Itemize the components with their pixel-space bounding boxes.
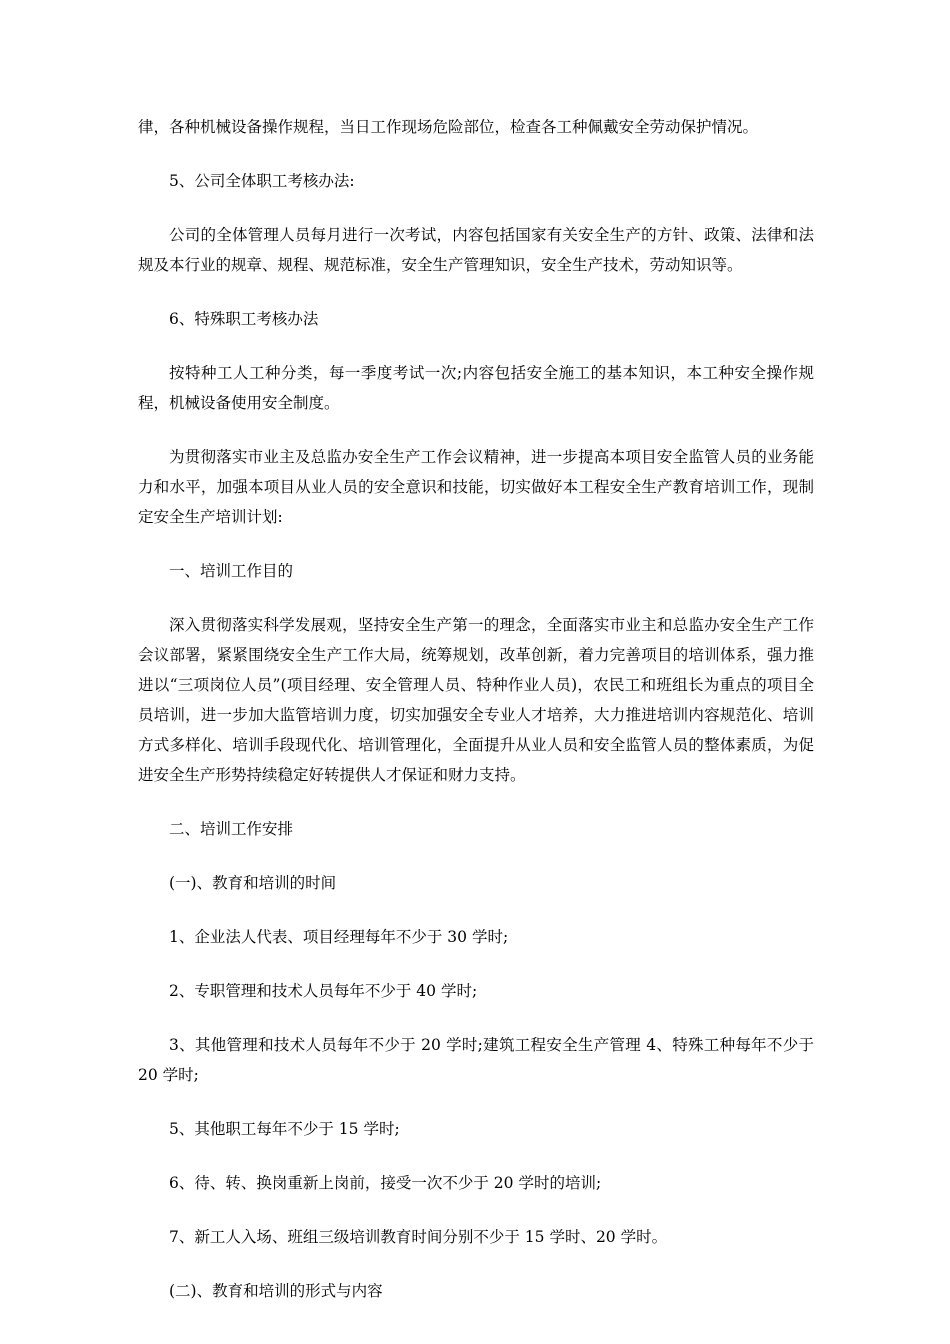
- heading-training-purpose: 一、培训工作目的: [169, 562, 294, 580]
- heading-special-staff-assessment: 6、特殊职工考核办法: [169, 310, 319, 328]
- paragraph-management-exam: 公司的全体管理人员每月进行一次考试，内容包括国家有关安全生产的方针、政策、法律和法规及本行业的规章、规程、规范标准，安全生产管理知识，安全生产技术，劳动知识等。: [138, 226, 814, 274]
- paragraph-continuation: 律，各种机械设备操作规程，当日工作现场危险部位，检查各工种佩戴安全劳动保护情况。: [138, 118, 759, 136]
- heading-training-form-content: (二)、教育和培训的形式与内容: [169, 1282, 383, 1300]
- list-item: 5、其他职工每年不少于 15 学时;: [169, 1120, 400, 1138]
- list-item: 2、专职管理和技术人员每年不少于 40 学时;: [169, 982, 478, 1000]
- list-item: 6、待、转、换岗重新上岗前，接受一次不少于 20 学时的培训;: [169, 1174, 602, 1192]
- paragraph-training-purpose: 深入贯彻落实科学发展观，坚持安全生产第一的理念，全面落实市业主和总监办安全生产工作会议部署，紧紧围绕安全生产工作大局，统筹规划，改革创新，着力完善项目的培训体系，强力推进以“三项岗位人员”(项目经理、安全管理人员、特种作业人员)，农民工和班组长为重点的项目全员培训，进一步加大监管培训力度，切实加强安全专业人才培养，大力推进培训内容规范化、培训方式多样化、培训手段现代化、培训管理化，全面提升从业人员和安全监管人员的整体素质，为促进安全生产形势持续稳定好转提供人才保证和财力支持。: [138, 616, 814, 784]
- paragraph-training-plan-intro: 为贯彻落实市业主及总监办安全生产工作会议精神，进一步提高本项目安全监管人员的业务能力和水平，加强本项目从业人员的安全意识和技能，切实做好本工程安全生产教育培训工作，现制定安全生产培训计划:: [138, 448, 814, 526]
- paragraph-special-exam: 按特种工人工种分类，每一季度考试一次;内容包括安全施工的基本知识，本工种安全操作规程，机械设备使用安全制度。: [138, 364, 814, 412]
- list-item: 7、新工人入场、班组三级培训教育时间分别不少于 15 学时、20 学时。: [169, 1228, 668, 1246]
- heading-training-arrangement: 二、培训工作安排: [169, 820, 294, 838]
- list-item: 3、其他管理和技术人员每年不少于 20 学时;建筑工程安全生产管理 4、特殊工种每年不少于 20 学时;: [138, 1036, 814, 1084]
- heading-staff-assessment: 5、公司全体职工考核办法:: [169, 172, 355, 190]
- document-page: [138, 112, 814, 1330]
- heading-training-time: (一)、教育和培训的时间: [169, 874, 337, 892]
- list-item: 1、企业法人代表、项目经理每年不少于 30 学时;: [169, 928, 509, 946]
